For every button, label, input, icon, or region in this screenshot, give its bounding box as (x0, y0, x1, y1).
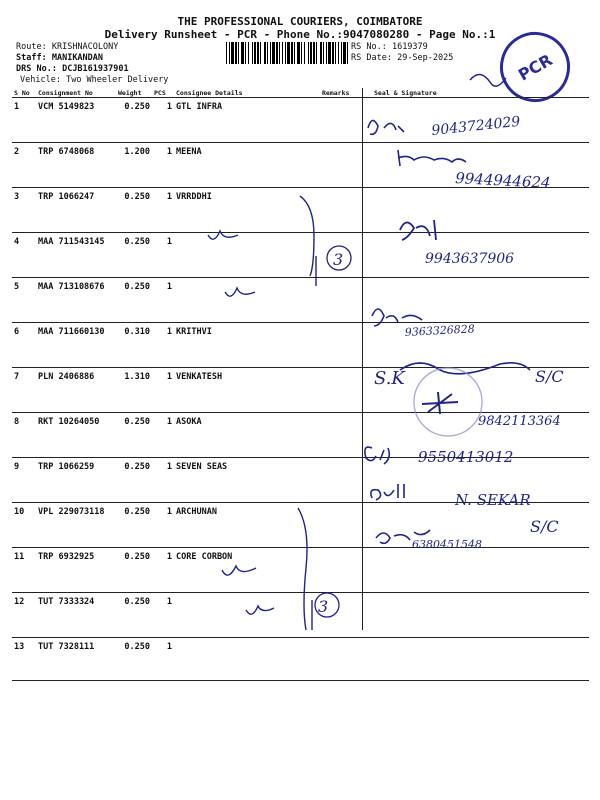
cell-consignee: GTL INFRA (174, 98, 320, 143)
col-remarks: Remarks (320, 88, 358, 98)
cell-seal (358, 503, 589, 548)
table-row (12, 98, 589, 143)
cell-consignment: TRP 1066247 (36, 188, 116, 233)
cell-pcs: 1 (152, 233, 174, 278)
cell-weight: 0.250 (116, 548, 152, 593)
barcode-bar (341, 42, 342, 64)
cell-seal (358, 323, 589, 368)
barcode-bar (267, 42, 268, 64)
table-row (12, 593, 589, 638)
route-label: Route: (16, 42, 47, 52)
row7-sc: S/C (535, 367, 564, 386)
cell-consignee (174, 233, 320, 278)
row8-phone: 9842113364 (478, 414, 561, 429)
rs-date-value: 29-Sep-2025 (397, 53, 454, 63)
col-weight: Weight (116, 88, 152, 98)
staff-value: MANIKANDAN (51, 53, 104, 63)
cell-seal (358, 593, 589, 638)
col-seal: Seal & Signature (358, 88, 589, 98)
table-row (12, 188, 589, 233)
table-row (12, 638, 589, 681)
cell-weight: 1.200 (116, 143, 152, 188)
cell-pcs: 1 (152, 638, 174, 681)
rs-date-line (351, 53, 453, 63)
barcode-bar (276, 42, 278, 64)
cell-remarks (320, 98, 358, 143)
table-row (12, 503, 589, 548)
row6-phone: 9363326828 (404, 322, 476, 339)
drs-line (16, 64, 129, 74)
barcode-bar (231, 42, 234, 64)
runsheet-title: THE PROFESSIONAL COURIERS, COIMBATORE (177, 15, 423, 28)
table-row (12, 278, 589, 323)
drs-value: DCJB161937901 (62, 64, 129, 74)
table-row (12, 413, 589, 458)
barcode-bar (335, 42, 336, 64)
barcode-bar (252, 42, 253, 64)
cell-remarks (320, 593, 358, 638)
cell-pcs: 1 (152, 98, 174, 143)
cell-seal (358, 548, 589, 593)
barcode-bar (245, 42, 246, 64)
cell-weight: 0.250 (116, 278, 152, 323)
cell-consignee: ASOKA (174, 413, 320, 458)
cell-sno: 9 (12, 458, 36, 503)
barcode-bar (254, 42, 256, 64)
table-header-row (12, 88, 589, 98)
cell-remarks (320, 233, 358, 278)
cell-sno: 10 (12, 503, 36, 548)
cell-consignee: VRRDDHI (174, 188, 320, 233)
barcode-bar (310, 42, 312, 64)
cell-seal (358, 413, 589, 458)
cell-pcs: 1 (152, 143, 174, 188)
cell-seal (358, 188, 589, 233)
barcode-bar (343, 42, 346, 64)
barcode-bar (260, 42, 261, 64)
cell-sno: 6 (12, 323, 36, 368)
cell-weight: 1.310 (116, 368, 152, 413)
cell-remarks (320, 323, 358, 368)
staff-label: Staff: (16, 53, 47, 63)
barcode-bar (297, 42, 300, 64)
cell-consignment: TRP 1066259 (36, 458, 116, 503)
barcode-bar (226, 42, 227, 64)
cell-pcs: 1 (152, 593, 174, 638)
row10-name: N. SEKAR (455, 491, 531, 509)
cell-seal (358, 143, 589, 188)
cell-remarks (320, 638, 358, 681)
cell-weight: 0.250 (116, 98, 152, 143)
row1-phone: 9043724029 (430, 113, 522, 139)
cell-consignment: RKT 10264050 (36, 413, 116, 458)
table-row (12, 323, 589, 368)
cell-sno: 4 (12, 233, 36, 278)
cell-weight: 0.250 (116, 233, 152, 278)
cell-consignee (174, 278, 320, 323)
drs-label: DRS No.: (16, 64, 57, 74)
cell-seal (358, 233, 589, 278)
row2-phone: 9944944624 (454, 169, 552, 192)
barcode-bar (238, 42, 239, 64)
table-row (12, 368, 589, 413)
cell-remarks (320, 188, 358, 233)
cell-remarks (320, 458, 358, 503)
barcode-bar (320, 42, 322, 64)
cell-seal (358, 98, 589, 143)
rs-no-value: 1619379 (391, 42, 428, 52)
cell-consignee: MEENA (174, 143, 320, 188)
rs-no-label: RS No.: (351, 42, 387, 52)
cell-remarks (320, 413, 358, 458)
col-consignment: Consignment No (36, 88, 116, 98)
cell-consignee: SEVEN SEAS (174, 458, 320, 503)
barcode-bar (235, 42, 237, 64)
pcr-stamp-text: PCR (514, 49, 556, 85)
table-row (12, 143, 589, 188)
cell-sno: 7 (12, 368, 36, 413)
cell-weight: 0.310 (116, 323, 152, 368)
vehicle-label: Vehicle: (20, 75, 61, 85)
cell-sno: 12 (12, 593, 36, 638)
cell-sno: 13 (12, 638, 36, 681)
cell-sno: 5 (12, 278, 36, 323)
barcode-bar (241, 42, 244, 64)
cell-consignment: MAA 711543145 (36, 233, 116, 278)
cell-pcs: 1 (152, 503, 174, 548)
row9-phone: 9550413012 (418, 448, 514, 466)
cell-weight: 0.250 (116, 188, 152, 233)
route-line (16, 42, 118, 52)
table-row (12, 548, 589, 593)
barcode-bar (285, 42, 286, 64)
cell-consignee: ARCHUNAN (174, 503, 320, 548)
cell-consignee: KRITHVI (174, 323, 320, 368)
cell-seal (358, 638, 589, 681)
row11-phone: 6380451548 (412, 538, 482, 551)
barcode-bar (313, 42, 315, 64)
barcode-bar (279, 42, 280, 64)
cell-consignment: TRP 6748068 (36, 143, 116, 188)
col-pcs: PCS (152, 88, 174, 98)
barcode-bar (270, 42, 271, 64)
cell-weight: 0.250 (116, 503, 152, 548)
cell-consignee (174, 593, 320, 638)
rs-date-label: RS Date: (351, 53, 392, 63)
rs-no-line (351, 42, 428, 52)
cell-remarks (320, 278, 358, 323)
barcode-bar (332, 42, 334, 64)
cell-consignment: VCM 5149823 (36, 98, 116, 143)
cell-pcs: 1 (152, 368, 174, 413)
cell-weight: 0.250 (116, 593, 152, 638)
barcode-bar (282, 42, 283, 64)
barcode-bar (326, 42, 327, 64)
barcode-bar (328, 42, 331, 64)
cell-consignment: PLN 2406886 (36, 368, 116, 413)
cell-remarks (320, 143, 358, 188)
barcode-bar (308, 42, 309, 64)
barcode-bar (294, 42, 295, 64)
cell-seal (358, 368, 589, 413)
runsheet-table (12, 88, 589, 681)
staff-line (16, 53, 103, 63)
seal-column-divider (362, 88, 363, 630)
cell-sno: 11 (12, 548, 36, 593)
group-mark-1: 3 (333, 250, 344, 269)
group-mark-2: 3 (318, 597, 329, 616)
barcode-bar (338, 42, 339, 64)
col-sno: S No (12, 88, 36, 98)
cell-sno: 8 (12, 413, 36, 458)
row4-phone: 9943637906 (425, 251, 515, 267)
cell-pcs: 1 (152, 413, 174, 458)
cell-seal (358, 278, 589, 323)
barcode-bar (229, 42, 230, 64)
cell-remarks (320, 368, 358, 413)
table-row (12, 458, 589, 503)
vehicle-value: Two Wheeler Delivery (66, 75, 169, 85)
cell-weight: 0.250 (116, 413, 152, 458)
barcode-bar (264, 42, 266, 64)
cell-seal (358, 458, 589, 503)
cell-sno: 1 (12, 98, 36, 143)
cell-consignee: CORE CORBON (174, 548, 320, 593)
cell-consignment: TUT 7333324 (36, 593, 116, 638)
barcode-bar (301, 42, 302, 64)
barcode-bar (323, 42, 324, 64)
cell-pcs: 1 (152, 458, 174, 503)
cell-pcs: 1 (152, 278, 174, 323)
cell-consignment: VPL 229073118 (36, 503, 116, 548)
cell-sno: 3 (12, 188, 36, 233)
cell-weight: 0.250 (116, 638, 152, 681)
cell-remarks (320, 503, 358, 548)
route-value: KRISHNACOLONY (51, 42, 119, 52)
cell-consignee: VENKATESH (174, 368, 320, 413)
cell-consignee (174, 638, 320, 681)
barcode-bar (291, 42, 293, 64)
cell-pcs: 1 (152, 323, 174, 368)
barcode-bar (257, 42, 259, 64)
row7-sc-mark: S.K (374, 368, 405, 389)
cell-pcs: 1 (152, 548, 174, 593)
cell-consignment: MAA 713108676 (36, 278, 116, 323)
table-row (12, 233, 589, 278)
col-consignee: Consignee Details (174, 88, 320, 98)
barcode-bar (272, 42, 275, 64)
barcode-bar (248, 42, 249, 64)
cell-weight: 0.250 (116, 458, 152, 503)
barcode-bar (304, 42, 305, 64)
cell-consignment: TUT 7328111 (36, 638, 116, 681)
vehicle-line (20, 75, 168, 85)
barcode (226, 42, 348, 64)
row11-sc: S/C (530, 517, 559, 536)
cell-consignment: TRP 6932925 (36, 548, 116, 593)
barcode-bar (347, 42, 348, 64)
barcode-bar (316, 42, 317, 64)
barcode-bar (287, 42, 290, 64)
cell-remarks (320, 548, 358, 593)
cell-sno: 2 (12, 143, 36, 188)
cell-pcs: 1 (152, 188, 174, 233)
cell-consignment: MAA 711660130 (36, 323, 116, 368)
runsheet-subtitle: Delivery Runsheet - PCR - Phone No.:9047080280 - Page No.:1 (104, 28, 496, 41)
